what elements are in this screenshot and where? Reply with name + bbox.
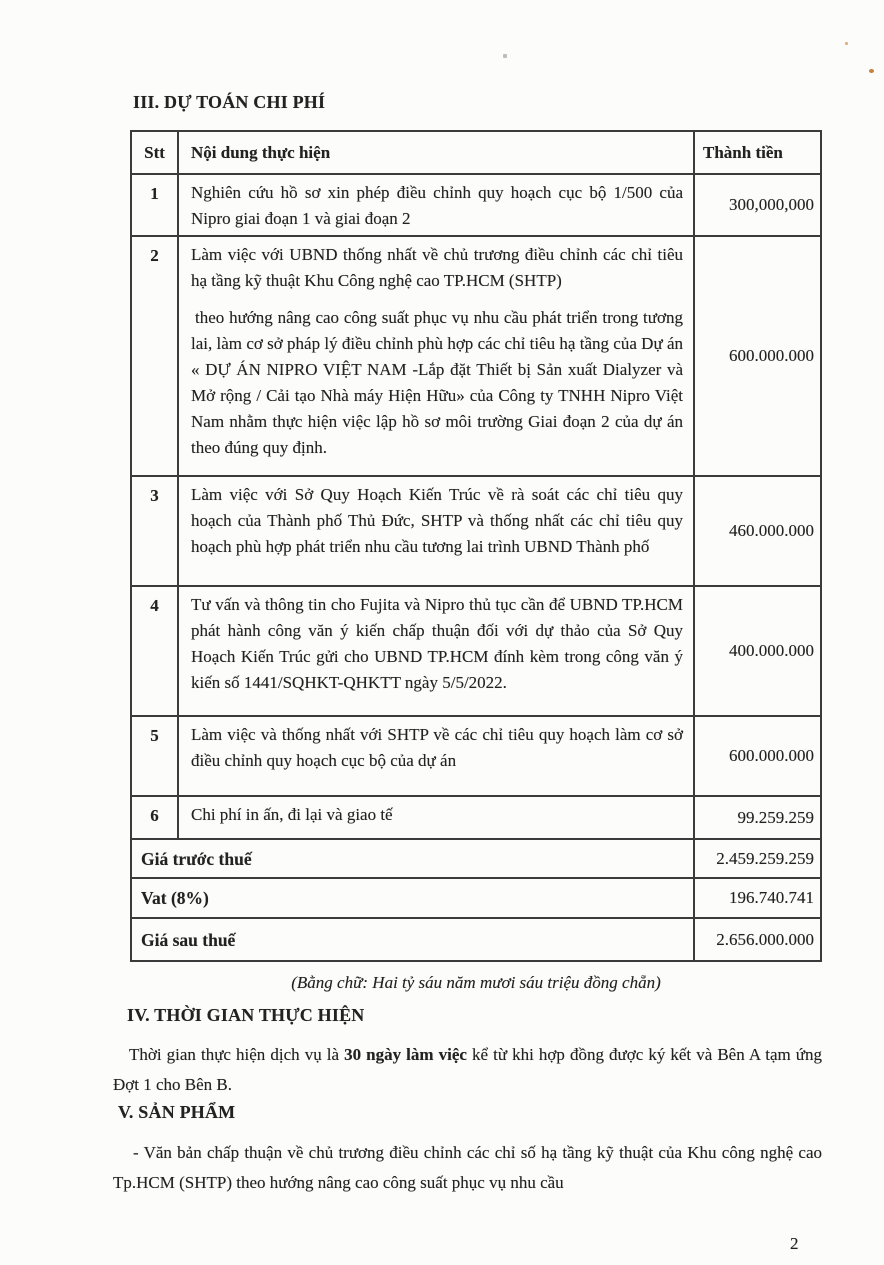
header-amount: Thành tiền [703,142,783,162]
row-number: 2 [132,237,179,475]
section-iv-heading: IV. THỜI GIAN THỰC HIỆN [127,1005,365,1025]
header-stt: Stt [132,132,179,173]
scan-artifact [503,54,507,58]
summary-label: Giá sau thuế [132,919,695,960]
row-amount: 600.000.000 [729,746,814,765]
para-text: kể từ khi hợp đồng được ký kết và Bên A tạm ứng Đợt 1 cho Bên B. [113,1045,822,1094]
row-description [179,587,695,715]
row-number: 6 [132,797,179,838]
row-description-text: Chi phí in ấn, đi lại và giao tế [191,805,393,824]
row-description-text: Làm việc và thống nhất với SHTP về các chỉ tiêu quy hoạch làm cơ sở điều chỉnh quy hoạch cục bộ của dự án [191,725,683,770]
table-row [132,477,820,587]
scan-artifact [869,69,874,73]
row-amount: 600.000.000 [729,346,814,365]
table-row [132,797,820,840]
summary-row-vat [132,879,820,919]
header-content: Nội dung thực hiện [179,132,695,173]
section-v-heading: V. SẢN PHẨM [118,1102,236,1122]
summary-row-after-tax [132,919,820,960]
summary-row-pre-tax [132,840,820,879]
page-number: 2 [790,1234,799,1253]
row-number: 1 [132,175,179,235]
table-row [132,237,820,477]
cost-estimate-table [130,130,822,962]
row-description [179,797,695,838]
row-amount: 99.259.259 [737,807,814,827]
row-description-text: Nghiên cứu hồ sơ xin phép điều chỉnh quy hoạch cục bộ 1/500 của Nipro giai đoạn 1 và giai đoạn 2 [191,183,683,228]
row-number: 3 [132,477,179,585]
row-amount: 300,000,000 [729,195,814,214]
para-text-bold: 30 ngày làm việc [344,1045,467,1064]
summary-amount: 196.740.741 [729,888,814,907]
summary-label: Vat (8%) [132,879,695,917]
row-description [179,477,695,585]
row-description [179,717,695,795]
row-description-text: Làm việc với UBND thống nhất về chủ trương điều chỉnh các chỉ tiêu hạ tầng kỹ thuật Khu Công nghệ cao TP.HCM (SHTP) [191,245,683,290]
table-row [132,717,820,797]
summary-label: Giá trước thuế [132,840,695,877]
row-description-text: Làm việc với Sở Quy Hoạch Kiến Trúc về rà soát các chỉ tiêu quy hoạch của Thành phố Thủ Đức, SHTP và thống nhất các chỉ tiêu quy hoạch phù hợp phát triển nhu cầu tương lai trình UBND Thành phố [191,485,683,556]
table-row [132,587,820,717]
row-description [179,237,695,475]
row-description-text: Tư vấn và thông tin cho Fujita và Nipro thủ tục cần để UBND TP.HCM phát hành công văn ý kiến chấp thuận đối với dự thảo của Sở Quy Hoạch Kiến Trúc gửi cho UBND TP.HCM đính kèm trong công văn ý kiến số 1441/SQHKT-QHKTT ngày 5/5/2022. [191,595,683,692]
row-description-text: theo hướng nâng cao công suất phục vụ nhu cầu phát triển trong tương lai, làm cơ sở pháp lý điều chỉnh phù hợp các chỉ tiêu hạ tầng của Dự án « DỰ ÁN NIPRO VIỆT NAM -Lắp đặt Thiết bị Sản xuất Dialyzer và Mở rộng / Cải tạo Nhà máy Hiện Hữu» của Công ty TNHH Nipro Việt Nam nhằm thực hiện việc lập hồ sơ môi trường Giai đoạn 2 của dự án theo đúng quy định. [191,308,683,457]
section-iv-paragraph [113,1040,822,1100]
table-header-row [132,132,820,175]
amount-in-words: (Bằng chữ: Hai tỷ sáu năm mươi sáu triệu đồng chẵn) [291,973,661,992]
row-amount: 400.000.000 [729,641,814,660]
table-row [132,175,820,237]
summary-amount: 2.656.000.000 [716,929,814,949]
row-number: 5 [132,717,179,795]
row-description [179,175,695,235]
section-iii-heading: III. DỰ TOÁN CHI PHÍ [133,92,326,112]
summary-amount: 2.459.259.259 [716,848,814,868]
scan-artifact [845,42,848,45]
row-amount: 460.000.000 [729,521,814,540]
section-v-paragraph: - Văn bản chấp thuận về chủ trương điều chỉnh các chỉ số hạ tầng kỹ thuật của Khu công nghệ cao Tp.HCM (SHTP) theo hướng nâng cao công suất phục vụ nhu cầu [113,1143,822,1192]
row-number: 4 [132,587,179,715]
para-text: Thời gian thực hiện dịch vụ là [129,1045,345,1064]
